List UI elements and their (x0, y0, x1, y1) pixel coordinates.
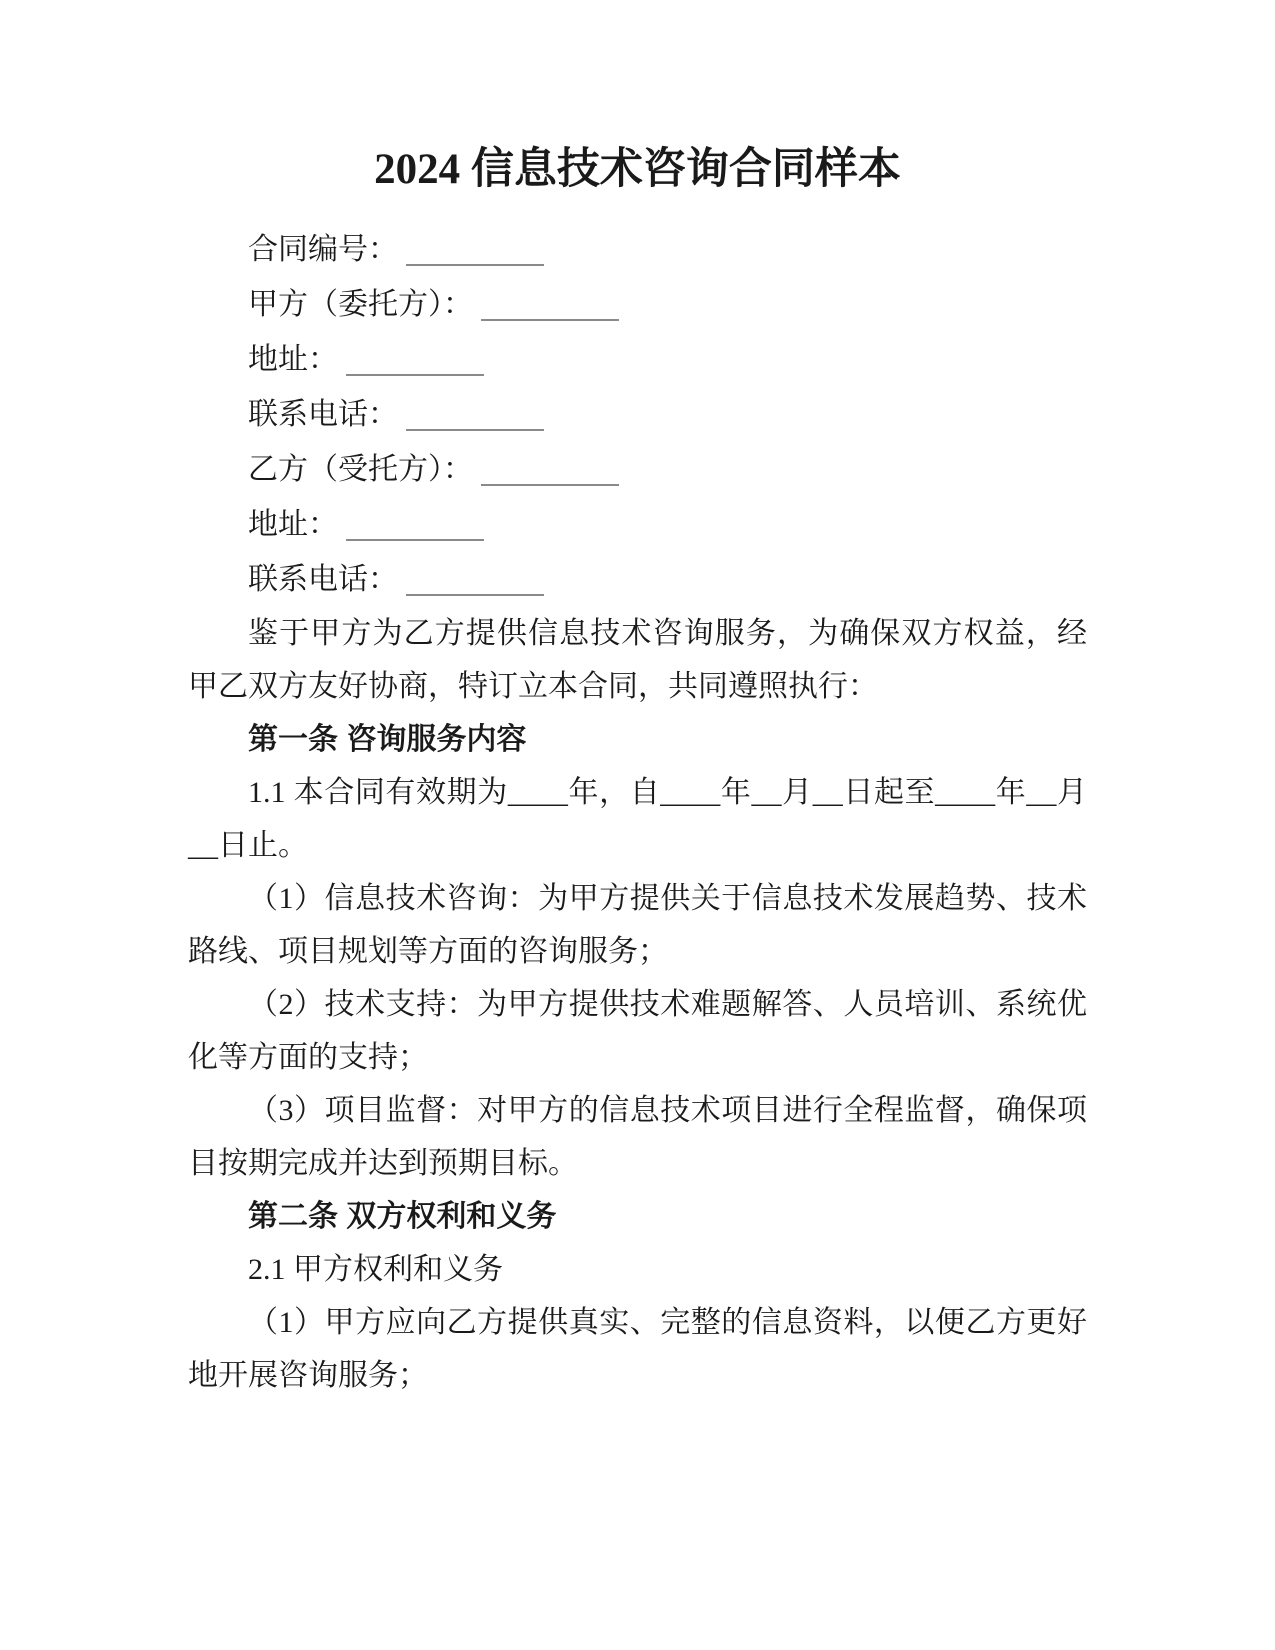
field-party-b (188, 442, 1087, 497)
field-contract-number (188, 222, 1087, 277)
field-party-b-phone-label: 联系电话： (248, 563, 398, 596)
field-party-a-phone (188, 387, 1087, 442)
field-party-b-address-label: 地址： (248, 508, 338, 541)
party-a-phone-blank-line (406, 395, 544, 431)
clause-1-item-1-it-consulting: （1）信息技术咨询：为甲方提供关于信息技术发展趋势、技术路线、项目规划等方面的咨询服务； (188, 882, 1087, 968)
field-party-a-address (188, 332, 1087, 387)
field-party-a-label: 甲方（委托方）： (248, 288, 473, 321)
clause-2-item-1-provide-information: （1）甲方应向乙方提供真实、完整的信息资料，以便乙方更好地开展咨询服务； (188, 1306, 1087, 1392)
field-party-b-label: 乙方（受托方）： (248, 453, 473, 486)
field-party-b-phone (188, 552, 1087, 607)
preamble-paragraph: 鉴于甲方为乙方提供信息技术咨询服务，为确保双方权益，经甲乙双方友好协商，特订立本合同，共同遵照执行： (188, 617, 1087, 703)
field-party-a (188, 277, 1087, 332)
clause-1-item-3-project-supervision: （3）项目监督：对甲方的信息技术项目进行全程监督，确保项目按期完成并达到预期目标。 (188, 1094, 1087, 1180)
clause-2-1-party-a-rights: 2.1 甲方权利和义务 (248, 1253, 503, 1286)
party-a-address-blank-line (346, 340, 484, 376)
party-a-blank-line (481, 285, 619, 321)
party-b-blank-line (481, 450, 619, 486)
party-b-phone-blank-line (406, 560, 544, 596)
field-party-a-phone-label: 联系电话： (248, 398, 398, 431)
party-b-address-blank-line (346, 505, 484, 541)
section-1-heading: 第一条 咨询服务内容 (248, 723, 527, 756)
clause-1-item-2-tech-support: （2）技术支持：为甲方提供技术难题解答、人员培训、系统优化等方面的支持； (188, 988, 1087, 1074)
contract-number-blank-line (406, 230, 544, 266)
section-2-heading: 第二条 双方权利和义务 (248, 1200, 557, 1233)
document-title: 2024 信息技术咨询合同样本 (374, 146, 901, 193)
field-party-b-address (188, 497, 1087, 552)
clause-1-1-validity-period: 1.1 本合同有效期为____年，自____年__月__日起至____年__月__日止。 (188, 776, 1087, 862)
field-contract-number-label: 合同编号： (248, 233, 398, 266)
field-party-a-address-label: 地址： (248, 343, 338, 376)
header-fields (188, 222, 1087, 607)
